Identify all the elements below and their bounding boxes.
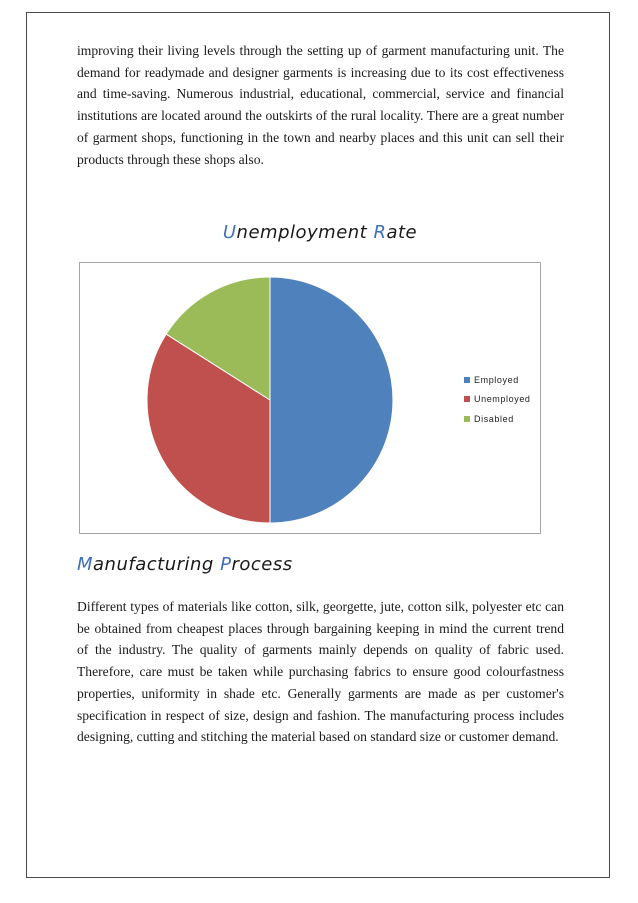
chart-title-part-2: ate	[386, 222, 418, 243]
section-heading	[77, 554, 293, 575]
chart-legend	[464, 370, 531, 429]
section-heading-part-2: rocess	[231, 554, 293, 575]
legend-item-employed	[464, 370, 531, 390]
legend-swatch-employed	[464, 377, 470, 383]
legend-item-unemployed	[464, 390, 531, 410]
section-heading-initial-1: M	[77, 554, 94, 575]
section-heading-part-1: anufacturing	[93, 554, 221, 575]
chart-title-initial-2: R	[373, 222, 387, 243]
pie-slice-employed	[270, 277, 393, 523]
legend-label: Employed	[474, 374, 519, 385]
chart-title	[0, 222, 638, 243]
pie-chart-area	[79, 262, 541, 534]
legend-swatch-disabled	[464, 416, 470, 422]
section-heading-initial-2: P	[220, 554, 232, 575]
legend-label: Unemployed	[474, 394, 531, 405]
legend-label: Disabled	[474, 413, 514, 424]
legend-swatch-unemployed	[464, 396, 470, 402]
chart-title-part-1: nemployment	[236, 222, 374, 243]
intro-paragraph: improving their living levels through the setting up of garment manufacturing unit. The demand for readymade and designer garments is increasing due to its cost effectiveness and time-saving. Numerous industrial, educational, commercial, service and financial institutions are located around the outskirts of the rural locality. There are a great number of garment shops, functioning in the town and nearby places and this unit can sell their products through these shops also.	[77, 43, 564, 167]
process-paragraph: Different types of materials like cotton, silk, georgette, jute, cotton silk, polyester etc can be obtained from cheapest places through bargaining keeping in mind the current trend of the industry. The quality of garments mainly depends on quality of fabric used. Therefore, care must be taken while purchasing fabrics to ensure good colourfastness properties, uniformity in shade etc. Generally garments are made as per customer's specification in respect of size, design and fashion. The manufacturing process includes designing, cutting and stitching the material based on standard size or customer demand.	[77, 599, 564, 745]
legend-item-disabled	[464, 409, 531, 429]
chart-title-initial-1: U	[222, 222, 237, 243]
